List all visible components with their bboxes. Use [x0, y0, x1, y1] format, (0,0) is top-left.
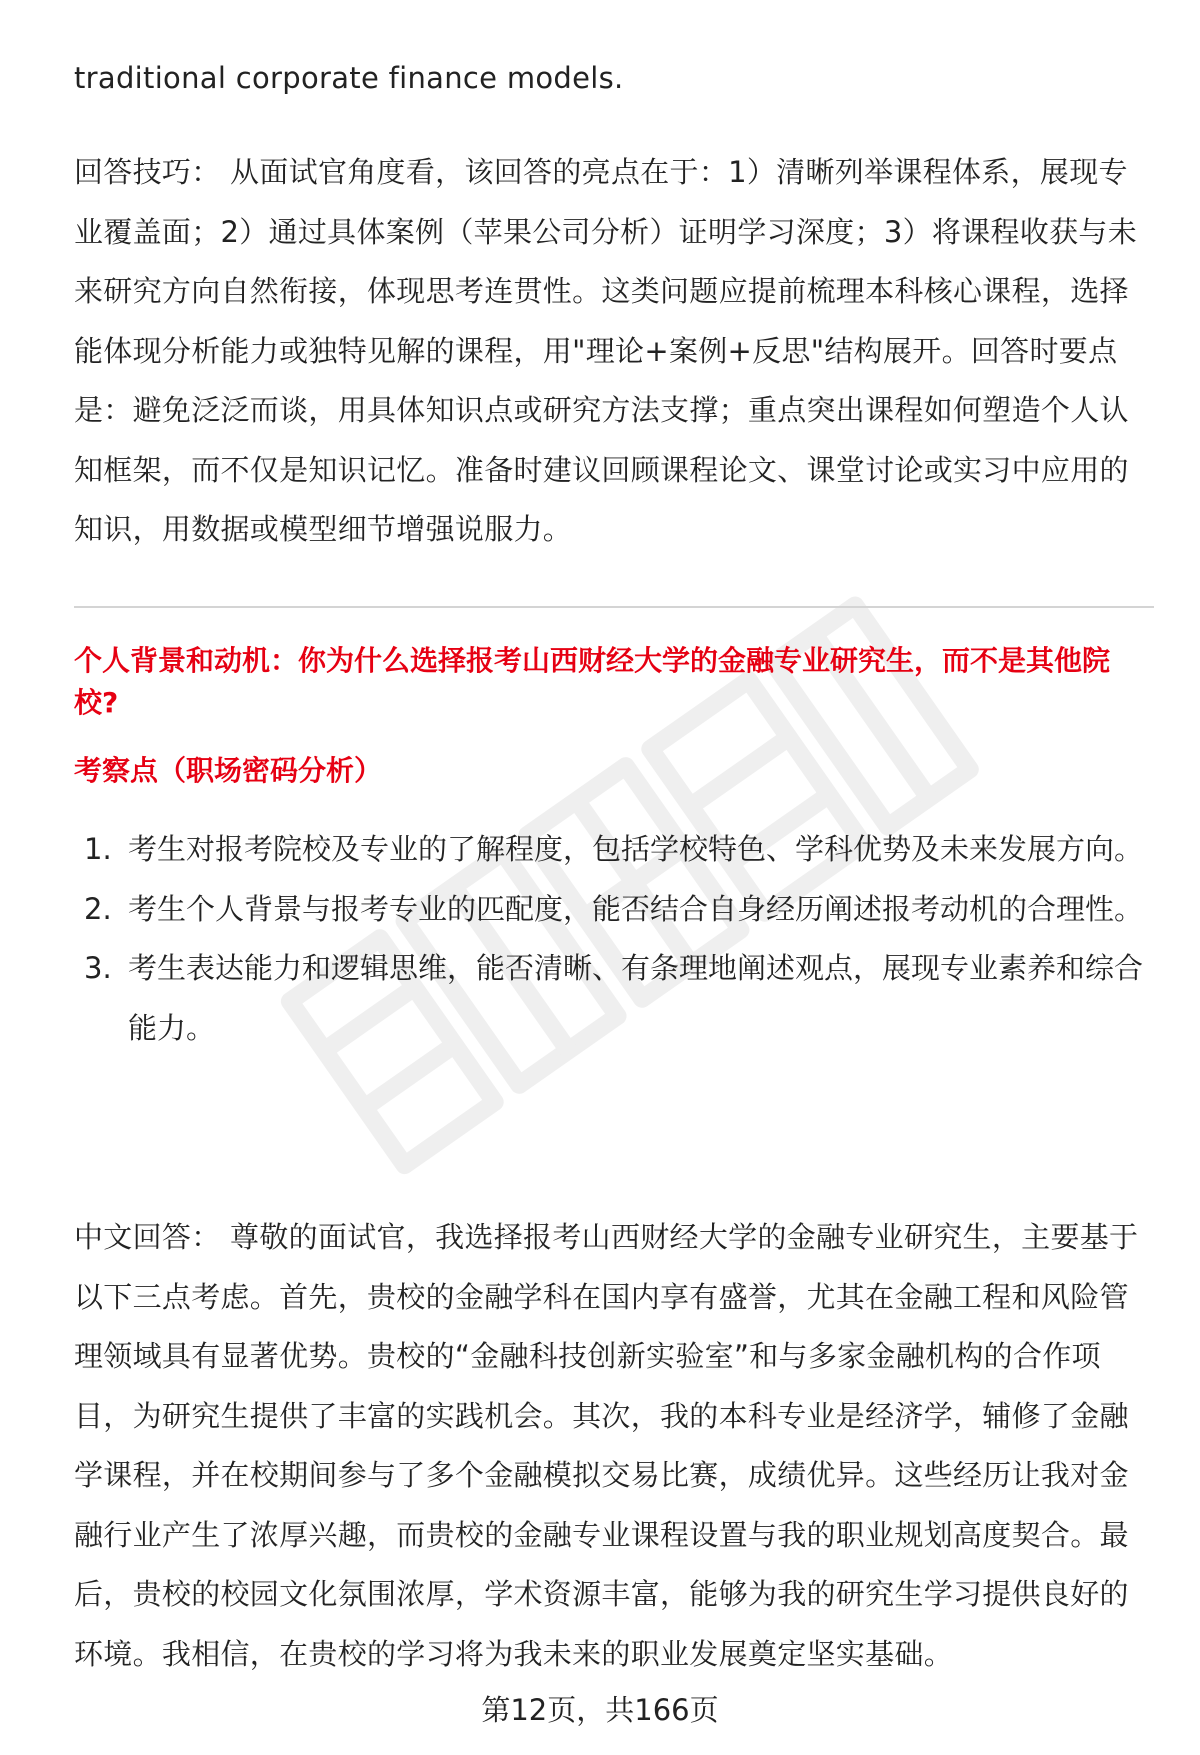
- question-heading: 个人背景和动机：你为什么选择报考山西财经大学的金融专业研究生，而不是其他院校?: [74, 644, 1111, 719]
- answer-tips-body: 从面试官角度看，该回答的亮点在于：1）清晰列举课程体系，展现专业覆盖面；2）通过具体案例（苹果公司分析）证明学习深度；3）将课程收获与未来研究方向自然衔接，体现思考连贯性。这类问题应提前梳理本科核心课程，选择能体现分析能力或独特见解的课程，用"理论+案例+反思"结构展开。回答时要点是：避免泛泛而谈，用具体知识点或研究方法支撑；重点突出课程如何塑造个人认知框架，而不仅是知识记忆。准备时建议回顾课程论文、课堂讨论或实习中应用的知识，用数据或模型细节增强说服力。: [74, 155, 1138, 546]
- list-item-number: 1.: [84, 832, 112, 866]
- list-item: [74, 939, 1154, 1058]
- assessment-points-title: 考察点（职场密码分析）: [74, 754, 383, 787]
- list-item-text: 考生个人背景与报考专业的匹配度，能否结合自身经历阐述报考动机的合理性。: [128, 891, 1144, 926]
- list-item-text: 考生表达能力和逻辑思维，能否清晰、有条理地阐述观点，展现专业素养和综合能力。: [128, 951, 1144, 1045]
- assessment-points-list: [74, 820, 1154, 1058]
- list-item-text: 考生对报考院校及专业的了解程度，包括学校特色、学科优势及未来发展方向。: [128, 832, 1144, 866]
- answer-tips-paragraph: [74, 143, 1154, 560]
- list-item: [74, 880, 1154, 940]
- list-item-number: 3.: [84, 951, 112, 985]
- page-number-footer: 第12页，共166页: [481, 1693, 719, 1727]
- chinese-answer-paragraph: [74, 1208, 1154, 1684]
- chinese-answer-body: 尊敬的面试官，我选择报考山西财经大学的金融专业研究生，主要基于以下三点考虑。首先，贵校的金融学科在国内享有盛誉，尤其在金融工程和风险管理领域具有显著优势。贵校的“金融科技创新实验室”和与多家金融机构的合作项目，为研究生提供了丰富的实践机会。其次，我的本科专业是经济学，辅修了金融学课程，并在校期间参与了多个金融模拟交易比赛，成绩优异。这些经历让我对金融行业产生了浓厚兴趣，而贵校的金融专业课程设置与我的职业规划高度契合。最后，贵校的校园文化氛围浓厚，学术资源丰富，能够为我的研究生学习提供良好的环境。我相信，在贵校的学习将为我未来的职业发展奠定坚实基础。: [74, 1220, 1139, 1671]
- answer-tips-label: 回答技巧：: [74, 155, 221, 189]
- list-item: [74, 820, 1154, 880]
- list-item-number: 2.: [84, 891, 112, 926]
- continuation-line: traditional corporate finance models.: [74, 61, 624, 95]
- chinese-answer-label: 中文回答：: [74, 1220, 221, 1254]
- section-divider: [74, 606, 1154, 608]
